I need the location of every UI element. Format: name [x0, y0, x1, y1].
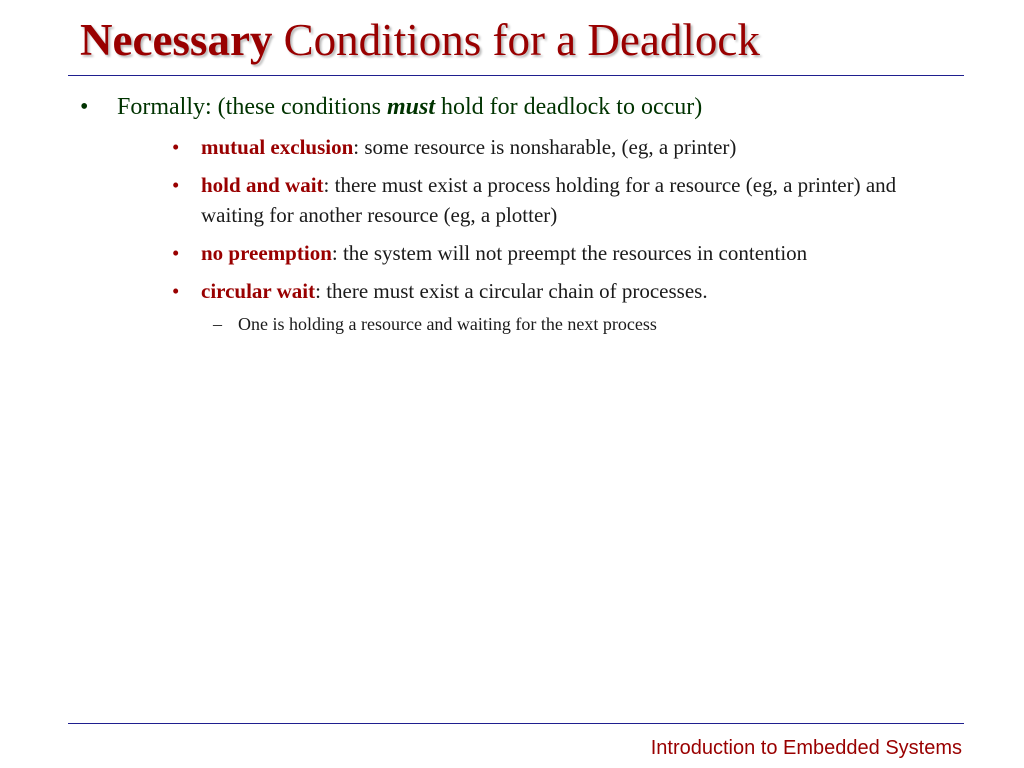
desc-mutual-exclusion: : some resource is nonsharable, (eg, a printer)	[353, 135, 737, 159]
title-remainder: Conditions for a Deadlock	[272, 15, 760, 65]
slide-title	[80, 12, 760, 68]
desc-no-preemption: : the system will not preempt the resources in contention	[331, 241, 808, 265]
intro-text-before: Formally: (these conditions	[117, 94, 387, 120]
bullet-marker: •	[172, 173, 180, 197]
bullet-marker: •	[172, 135, 180, 159]
subitem-circular-wait	[213, 312, 960, 336]
slide-footer: Introduction to Embedded Systems	[650, 737, 962, 759]
top-divider	[68, 75, 964, 76]
bullet-formally-text	[117, 94, 702, 120]
dash-marker: –	[213, 314, 222, 334]
desc-hold-and-wait: : there must exist a process holding for a resource (eg, a printer) and waiting for another resource (eg, a plotter)	[201, 173, 897, 227]
term-mutual-exclusion: mutual exclusion	[201, 135, 354, 159]
intro-emphasis-must: must	[386, 94, 435, 120]
title-emphasis: Necessary	[80, 15, 273, 65]
slide-content	[80, 92, 960, 336]
term-no-preemption: no preemption	[201, 241, 332, 265]
bullet-marker: •	[172, 279, 180, 303]
bullet-formally	[80, 92, 960, 122]
bullet-marker: •	[172, 241, 180, 265]
intro-text-after: hold for deadlock to occur)	[435, 94, 703, 120]
desc-circular-wait: : there must exist a circular chain of processes.	[315, 279, 708, 303]
subitem-text: One is holding a resource and waiting for the next process	[238, 314, 657, 334]
term-circular-wait: circular wait	[201, 279, 316, 303]
bullet-marker: •	[80, 94, 89, 120]
term-hold-and-wait: hold and wait	[201, 173, 324, 197]
condition-mutual-exclusion	[172, 132, 960, 162]
bottom-divider	[68, 723, 964, 724]
condition-circular-wait	[172, 276, 960, 306]
condition-no-preemption	[172, 238, 960, 268]
condition-hold-and-wait	[172, 170, 960, 230]
